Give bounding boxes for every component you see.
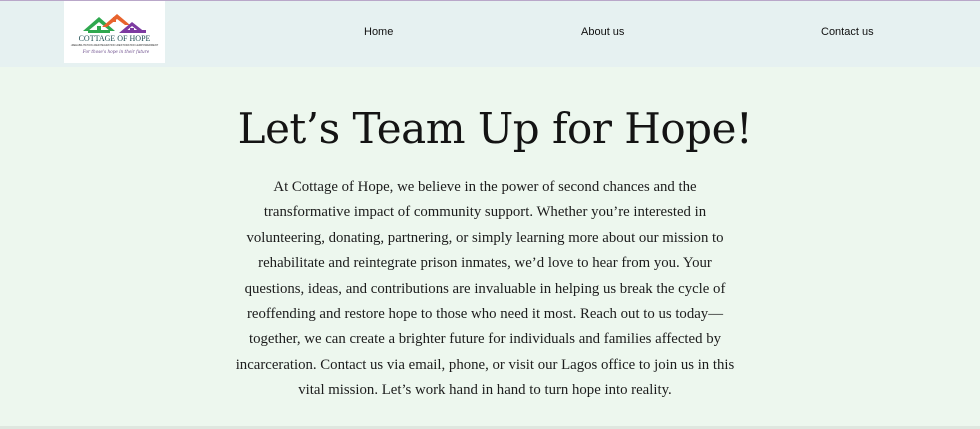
logo-graphic	[64, 1, 165, 63]
logo[interactable]	[64, 1, 165, 63]
intro-paragraph: At Cottage of Hope, we believe in the power of second chances and the transformative impact of community support. Whether you’re interested in volunteering, donating, partnering, or simply learning more about our mission to rehabilitate and reintegrate prison inmates, we’d love to hear from you. Your questions, ideas, and contributions are invaluable in helping us break the cycle of reoffending and restore hope to those who need it most. Reach out to us today—together, we can create a brighter future for individuals and families affected by incarceration. Contact us via email, phone, or visit our Lagos office to join us in this vital mission. Let’s work hand in hand to turn hope into reality.	[235, 179, 735, 399]
site-header	[0, 1, 980, 67]
logo-tags: •REHABILITATION •REINTEGRATION •RESTORATION •EMPOWERMENT	[70, 44, 159, 47]
logo-tagline: For those's hope in their future	[82, 49, 150, 54]
nav-about-link[interactable]: About us	[581, 26, 625, 38]
logo-title: COTTAGE OF HOPE	[78, 34, 151, 43]
nav-home-link[interactable]: Home	[364, 26, 394, 38]
nav-contact-link[interactable]: Contact us	[821, 26, 874, 38]
page-heading: Let’s Team Up for Hope!	[237, 104, 753, 153]
